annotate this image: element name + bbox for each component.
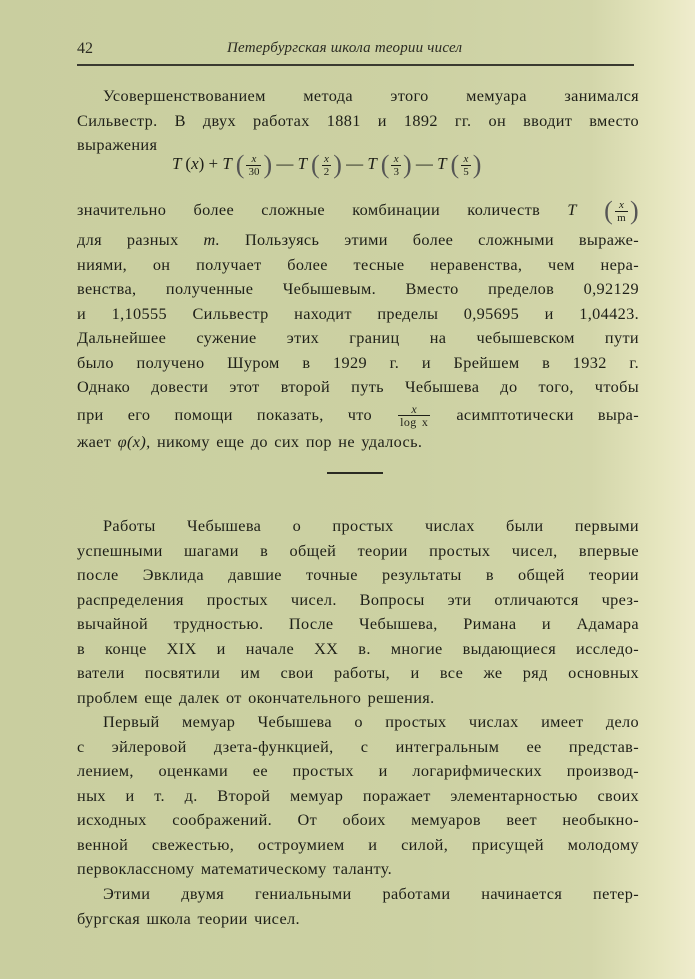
text-line: с эйлеровой дзета-функцией, с интегральным ее представ- bbox=[77, 736, 639, 756]
text-line bbox=[77, 400, 639, 430]
text-line: ватели посвятили им свои работы, и все же ряд основных bbox=[77, 663, 639, 682]
paragraph-memoirs bbox=[77, 710, 639, 882]
formula-symbol: T bbox=[297, 153, 307, 173]
fraction: $\frac{x}{5}$ bbox=[463, 152, 469, 178]
text-line: и 1,10555 Сильвестр находит пределы 0,95695 и 1,04423. bbox=[77, 303, 639, 323]
text-fragment: для разных bbox=[77, 230, 179, 249]
text-line: венной свежестью, остроумием и силой, присущей молодому bbox=[77, 834, 639, 854]
text-fragment: при его помощи показать, что bbox=[77, 404, 373, 424]
formula-symbol: T bbox=[567, 200, 577, 219]
fraction: $\frac{x}{m}$ bbox=[617, 198, 627, 224]
paragraph-sylvester-results bbox=[77, 198, 639, 454]
fraction-x-over-log-x: $\frac{x}{\text{log x}}$ bbox=[400, 402, 429, 430]
paragraph-chebyshev-significance bbox=[77, 514, 639, 710]
fraction: $\frac{x}{3}$ bbox=[393, 152, 399, 178]
formula-operator: — bbox=[346, 153, 364, 173]
text-fragment: асимптотически выра- bbox=[456, 404, 640, 424]
text-line: вычайной трудностью. После Чебышева, Римана и Адамара bbox=[77, 614, 639, 633]
text-fragment: значительно более сложные комбинации количеств bbox=[77, 200, 541, 219]
text-line: бургская школа теории чисел. bbox=[77, 908, 300, 928]
formula-symbol: T bbox=[222, 153, 232, 173]
formula-symbol: m. bbox=[203, 230, 221, 249]
text-line: Сильвестр. В двух работах 1881 и 1892 гг. он вводит вместо bbox=[77, 110, 639, 130]
text-line: первоклассному математическому таланту. bbox=[77, 859, 393, 878]
text-line: ниями, он получает более тесные неравенства, чем нера- bbox=[77, 254, 639, 274]
text-line: выражения bbox=[77, 135, 158, 154]
formula-chebyshev-combination: T (x) + T ( $\frac{x}{30}$ ) — T ( $\frac{x}{2}$ ) — T ( $\frac{x}{3}$ ) — T ( $\frac{x}{5}$ ) bbox=[172, 150, 482, 179]
paragraph-conclusion bbox=[77, 882, 639, 931]
page-header bbox=[77, 40, 634, 62]
text-line: венства, полученные Чебышевым. Вместо пределов 0,92129 bbox=[77, 279, 639, 298]
section-separator bbox=[327, 472, 383, 474]
text-line: распределения простых чисел. Вопросы эти отличаются чрез- bbox=[77, 589, 639, 609]
text-line: ных и т. д. Второй мемуар поражает элементарностью своих bbox=[77, 785, 639, 805]
text-line: Усовершенствованием метода этого мемуара занимался bbox=[103, 86, 639, 105]
formula-symbol: φ(x), bbox=[117, 431, 151, 451]
text-line bbox=[77, 228, 639, 253]
text-line: проблем еще далек от окончательного решения. bbox=[77, 687, 435, 707]
formula-operator: — bbox=[415, 153, 433, 173]
page-number: 42 bbox=[77, 40, 93, 57]
text-line: лением, оценками ее простых и логарифмических производ- bbox=[77, 761, 639, 780]
fraction: $\frac{x}{30}$ bbox=[248, 152, 260, 178]
text-line: было получено Шуром в 1929 г. и Брейшем в 1932 г. bbox=[77, 352, 639, 372]
formula-symbol: x bbox=[191, 153, 199, 173]
text-line: исходных соображений. От обоих мемуаров веет необыкно- bbox=[77, 810, 639, 829]
formula-operator: + bbox=[208, 153, 219, 173]
text-line: Дальнейшее сужение этих границ на чебышевском пути bbox=[77, 328, 639, 347]
running-title: Петербургская школа теории чисел bbox=[227, 40, 463, 56]
formula-symbol: T bbox=[172, 153, 182, 173]
header-rule bbox=[77, 64, 634, 66]
formula-operator: — bbox=[276, 153, 294, 173]
text-line: успешными шагами в общей теории простых чисел, впервые bbox=[77, 540, 639, 560]
paragraph-sylvester-intro bbox=[77, 84, 639, 158]
text-line: значительно более сложные комбинации количеств T ( $\frac{x}{m}$ ) bbox=[77, 196, 640, 226]
text-line: Однако довести этот второй путь Чебышева до того, чтобы bbox=[77, 377, 639, 396]
text-line: в конце XIX и начале XX в. многие выдающиеся исследо- bbox=[77, 638, 639, 658]
text-line: Первый мемуар Чебышева о простых числах имеет дело bbox=[103, 712, 639, 731]
text-line: после Эвклида давшие точные результаты в общей теории bbox=[77, 565, 639, 584]
text-line: Работы Чебышева о простых числах были первыми bbox=[103, 516, 639, 535]
formula-symbol: T bbox=[367, 153, 377, 173]
text-line: Этими двумя гениальными работами начинается петер- bbox=[103, 884, 639, 903]
fraction: $\frac{x}{2}$ bbox=[323, 152, 330, 178]
text-fragment: Пользуясь этими более сложными выраже- bbox=[244, 230, 640, 249]
text-fragment: никому еще до сих пор не удалось. bbox=[156, 431, 423, 451]
text-fragment: жает bbox=[77, 431, 112, 451]
text-line bbox=[77, 430, 639, 455]
formula-symbol: T bbox=[437, 153, 447, 173]
